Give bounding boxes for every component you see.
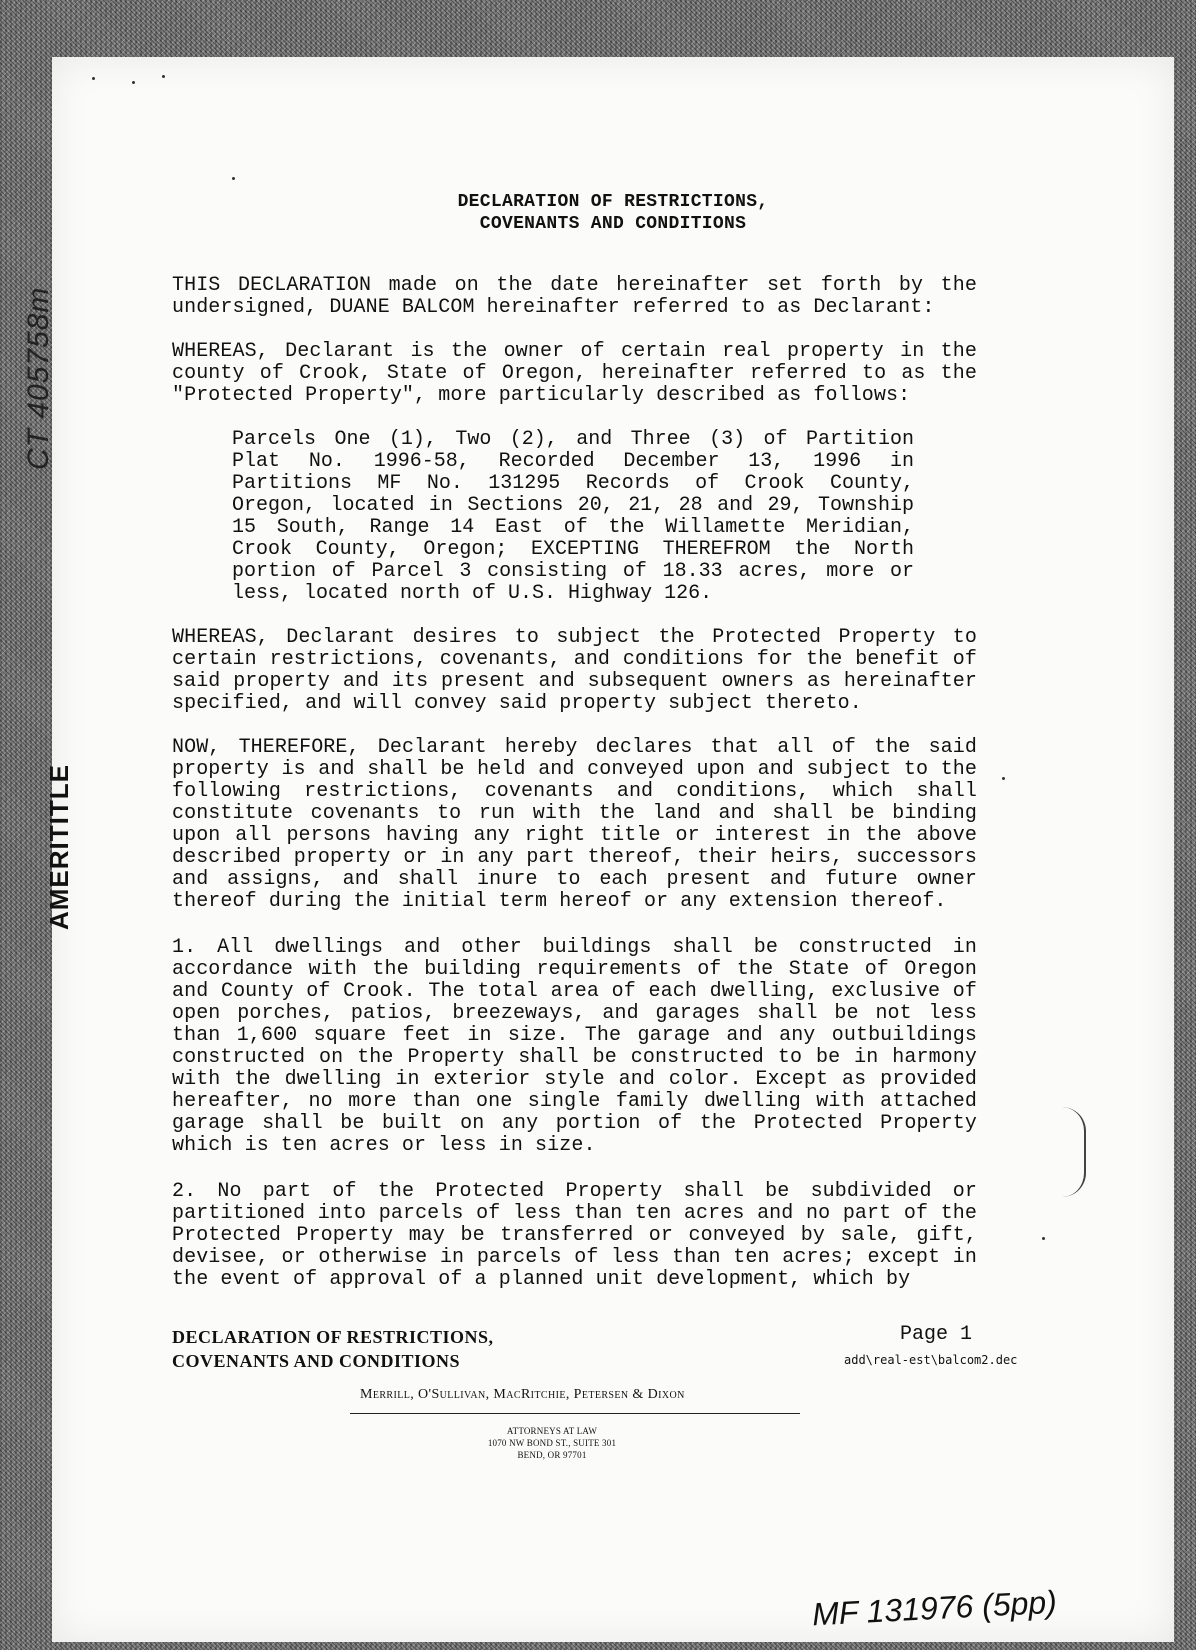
scan-speck: [1042, 1237, 1045, 1240]
firm-divider: [350, 1413, 800, 1414]
handwritten-microfilm-note: MF 131976 (5pp): [811, 1583, 1058, 1633]
file-path: add\real-est\balcom2.dec: [844, 1353, 1018, 1367]
paragraph-now-therefore: NOW, THEREFORE, Declarant hereby declares that all of the said property is and shall be held and conveyed upon and subject to the following restrictions, covenants and conditions, which shall constitute covenants to run with the land and shall be binding upon all persons having any right title or interest in the above described property or in any part thereof, their heirs, successors and assigns, and shall inure to each present and future owner thereof during the initial term hereof or any extension thereof.: [172, 736, 977, 913]
paragraph-legal-description: Parcels One (1), Two (2), and Three (3) of Partition Plat No. 1996-58, Recorded December 13, 1996 in Partitions MF No. 131295 Records of Crook County, Oregon, located in Sections 20, 21, 28 and 29, Township 15 South, Range 14 East of the Willamette Meridian, Crook County, Oregon; EXCEPTING THEREFROM the North portion of Parcel 3 consisting of 18.33 acres, more or less, located north of U.S. Highway 126.: [232, 428, 914, 605]
firm-address-line-1: 1070 NW BOND ST., SUITE 301: [487, 1438, 617, 1448]
document-page: [52, 57, 1174, 1642]
title-line-1: DECLARATION OF RESTRICTIONS,: [457, 192, 769, 212]
scan-speck: [232, 177, 235, 180]
footer-title: [172, 1325, 494, 1373]
firm-role: ATTORNEYS AT LAW: [506, 1426, 598, 1436]
page-number: Page 1: [900, 1323, 973, 1346]
document-title: [52, 191, 1174, 235]
paragraph-declaration: THIS DECLARATION made on the date hereinafter set forth by the undersigned, DUANE BALCOM hereinafter referred to as Declarant:: [172, 274, 977, 319]
firm-address-line-2: BEND, OR 97701: [517, 1450, 587, 1460]
paragraph-section-2: 2. No part of the Protected Property shall be subdivided or partitioned into parcels of less than ten acres and no part of the Protected Property may be transferred or conveyed by sale, gift, devisee, or otherwise in parcels of less than ten acres; except in the event of approval of a planned unit development, which by: [172, 1180, 977, 1291]
footer-title-line-1: DECLARATION OF RESTRICTIONS,: [172, 1327, 494, 1347]
scan-speck: [92, 77, 95, 80]
ameritite-stamp: AMERITITLE: [44, 764, 74, 930]
firm-address: [432, 1425, 672, 1461]
handwritten-margin-number: CT 405758m: [22, 286, 55, 470]
scan-speck: [132, 81, 135, 84]
scan-speck: [1002, 777, 1005, 780]
footer-title-line-2: COVENANTS AND CONDITIONS: [172, 1351, 461, 1371]
title-line-2: COVENANTS AND CONDITIONS: [479, 214, 747, 234]
scan-speck: [162, 75, 165, 78]
firm-name: Merrill, O'Sullivan, MacRitchie, Petersen & Dixon: [360, 1387, 685, 1402]
paragraph-whereas-owner: WHEREAS, Declarant is the owner of certain real property in the county of Crook, State of Oregon, hereinafter referred to as the "Protected Property", more particularly described as follows:: [172, 340, 977, 407]
paragraph-section-1: 1. All dwellings and other buildings shall be constructed in accordance with the building requirements of the State of Oregon and County of Crook. The total area of each dwelling, exclusive of open porches, patios, breezeways, and garages shall be not less than 1,600 square feet in size. The garage and any outbuildings constructed on the Property shall be constructed to be in harmony with the dwelling in exterior style and color. Except as provided hereafter, no more than one single family dwelling with attached garage shall be built on any portion of the Protected Property which is ten acres or less in size.: [172, 936, 977, 1157]
margin-bracket-mark: [1062, 1107, 1086, 1197]
paragraph-whereas-desires: WHEREAS, Declarant desires to subject the Protected Property to certain restrictions, covenants, and conditions for the benefit of said property and its present and subsequent owners as hereinafter specified, and will convey said property subject thereto.: [172, 626, 977, 715]
